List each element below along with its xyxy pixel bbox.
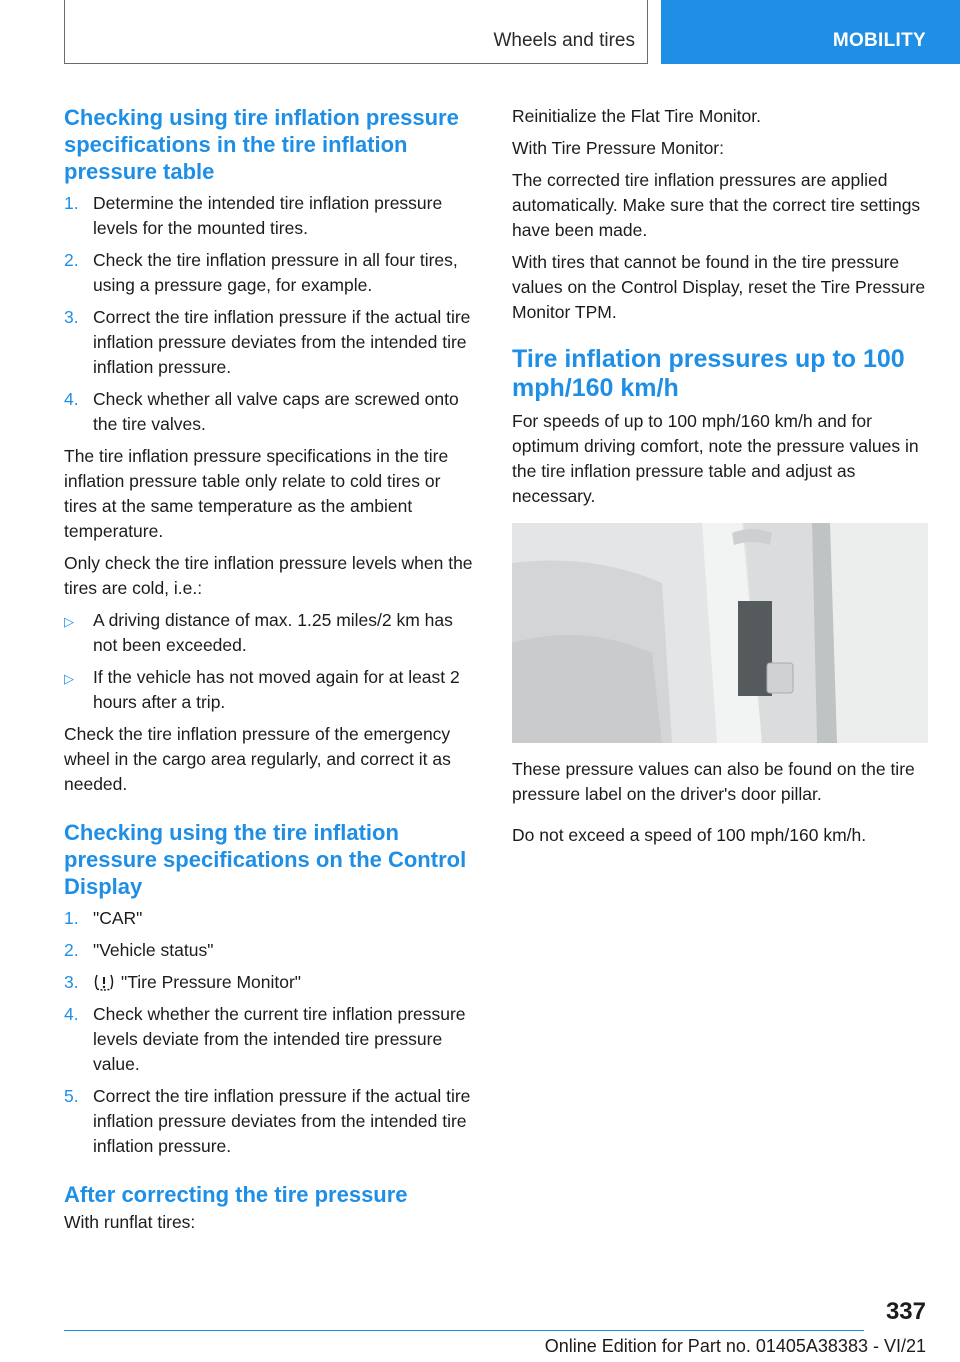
paragraph-label: These pressure values can also be found on the tire pressure label on the driver's door pillar.	[512, 759, 915, 804]
heading-check-table: Checking using tire inflation pressure specifications in the tire inflation pressure table	[64, 105, 459, 184]
list-item: 4. Check whether the current tire inflation pressure levels deviate from the intended tire pressure value.	[64, 1004, 466, 1074]
paragraph-exceed: Do not exceed a speed of 100 mph/160 km/h.	[512, 825, 867, 845]
paragraph-only-check: Only check the tire inflation pressure levels when the tires are cold, i.e.:	[64, 553, 473, 598]
list-item: 1. "CAR"	[64, 908, 143, 928]
triangle-bullet-icon: ▷	[64, 671, 74, 686]
list-item: 2. Check the tire inflation pressure in all four tires, using a pressure gage, for example.	[64, 250, 458, 295]
triangle-bullet-icon: ▷	[64, 614, 74, 629]
right-column	[512, 104, 928, 855]
heading-check-display: Checking using the tire inflation pressure specifications on the Control Display	[64, 820, 467, 899]
steps-display-list	[64, 906, 478, 1159]
door-pillar-illustration	[512, 523, 928, 743]
paragraph-applied: The corrected tire inflation pressures are applied automatically. Make sure that the correct tire settings have been made.	[512, 170, 921, 240]
door-pillar-photo	[512, 523, 928, 743]
page-number: 337	[885, 1298, 926, 1325]
tire-pressure-warning-icon	[93, 973, 115, 991]
list-item: 3. Correct the tire inflation pressure if the actual tire inflation pressure deviates from the intended tire inflation pressure.	[64, 307, 471, 377]
header-tab-mobility[interactable]: MOBILITY	[661, 0, 960, 64]
list-item: ▷ A driving distance of max. 1.25 miles/2 km has not been exceeded.	[64, 610, 453, 655]
paragraph-cold-tires: The tire inflation pressure specifications in the tire inflation pressure table only relate to cold tires or tires at the same temperature as the ambient temperature.	[64, 446, 449, 541]
paragraph-speeds: For speeds of up to 100 mph/160 km/h and for optimum driving comfort, note the pressure values in the tire inflation pressure table and adjust as necessary.	[512, 411, 919, 506]
list-item: 4. Check whether all valve caps are screwed onto the tire valves.	[64, 389, 459, 434]
left-column	[64, 104, 478, 1242]
list-item: 2. "Vehicle status"	[64, 940, 214, 960]
list-item: 3. "Tire Pressure Monitor"	[64, 972, 302, 992]
paragraph-with-tpm: With Tire Pressure Monitor:	[512, 138, 724, 158]
bullet-list	[64, 608, 478, 715]
paragraph-emergency-wheel: Check the tire inflation pressure of the emergency wheel in the cargo area regularly, and correct it as needed.	[64, 724, 451, 794]
footer-divider	[64, 1330, 864, 1331]
list-item: ▷ If the vehicle has not moved again for at least 2 hours after a trip.	[64, 667, 460, 712]
list-item: 5. Correct the tire inflation pressure if the actual tire inflation pressure deviates from the intended tire inflation pressure.	[64, 1086, 471, 1156]
heading-after-correcting: After correcting the tire pressure	[64, 1182, 408, 1207]
paragraph-reinitialize: Reinitialize the Flat Tire Monitor.	[512, 106, 761, 126]
header-section-title: Wheels and tires	[493, 30, 635, 51]
paragraph-runflat: With runflat tires:	[64, 1212, 196, 1232]
paragraph-not-found: With tires that cannot be found in the tire pressure values on the Control Display, reset the Tire Pressure Monitor TPM.	[512, 252, 926, 322]
steps-table-list	[64, 191, 478, 437]
footer-edition: Online Edition for Part no. 01405A38383 - VI/21	[544, 1336, 926, 1356]
heading-up-to-100: Tire inflation pressures up to 100 mph/160 km/h	[512, 345, 905, 402]
list-item: 1. Determine the intended tire inflation pressure levels for the mounted tires.	[64, 193, 443, 238]
